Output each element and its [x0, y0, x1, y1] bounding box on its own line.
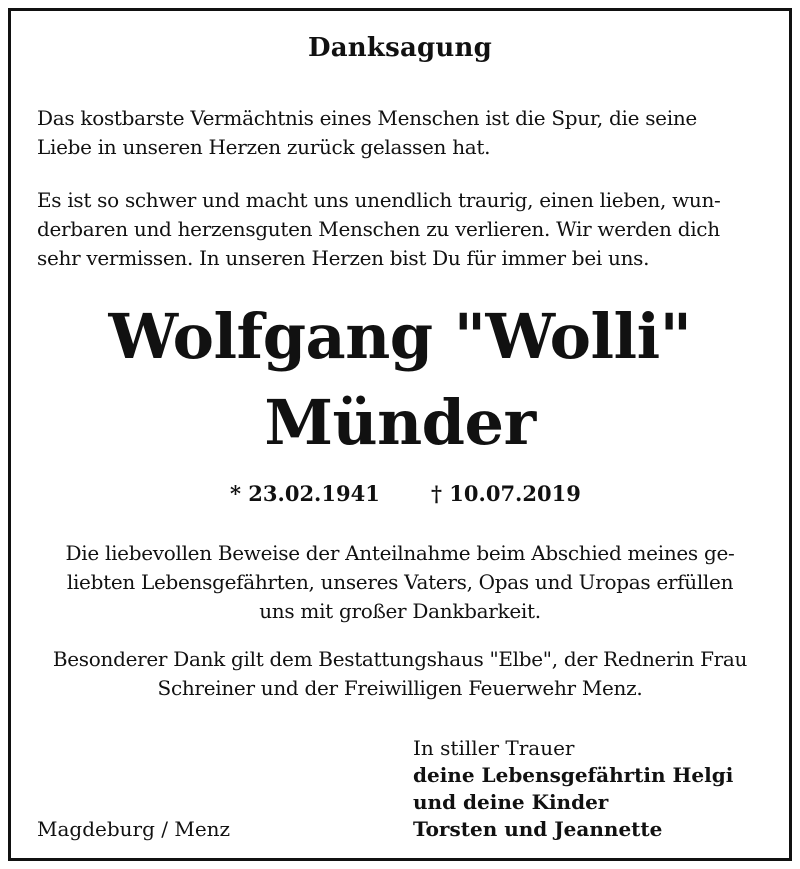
signature-line: Torsten und Jeannette: [413, 817, 663, 841]
place-line: Magdeburg / Menz: [37, 817, 231, 841]
text-line: Es ist so schwer und macht uns unendlich traurig, einen lieben, wun-: [37, 188, 721, 212]
birth-date: * 23.02.1941: [230, 481, 380, 506]
text-line: Liebe in unseren Herzen zurück gelassen hat.: [37, 135, 491, 159]
deceased-name-line2: Münder: [264, 386, 536, 459]
life-dates: [11, 481, 789, 511]
text-line: Die liebevollen Beweise der Anteilnahme beim Abschied meines ge-: [65, 541, 735, 565]
sorrow-paragraph: [37, 186, 769, 273]
deceased-name-line1: Wolfgang "Wolli": [108, 300, 692, 373]
thanks-paragraph: [25, 539, 775, 626]
text-line: Das kostbarste Vermächtnis eines Menschen ist die Spur, die seine: [37, 106, 697, 130]
mourners-signature: [413, 735, 733, 843]
text-line: Schreiner und der Freiwilligen Feuerwehr Menz.: [157, 676, 643, 700]
obituary-notice: [8, 8, 792, 861]
death-date: † 10.07.2019: [431, 481, 581, 506]
notice-heading: Danksagung: [308, 33, 492, 63]
text-line: sehr vermissen. In unseren Herzen bist Du für immer bei uns.: [37, 246, 650, 270]
signature-intro: In stiller Trauer: [413, 736, 575, 760]
signature-line: und deine Kinder: [413, 790, 609, 814]
text-line: uns mit großer Dankbarkeit.: [259, 599, 541, 623]
special-thanks-paragraph: [25, 645, 775, 703]
text-line: Besonderer Dank gilt dem Bestattungshaus "Elbe", der Rednerin Frau: [52, 647, 748, 671]
intro-paragraph: [37, 104, 769, 162]
text-line: derbaren und herzensguten Menschen zu verlieren. Wir werden dich: [37, 217, 720, 241]
signature-line: deine Lebensgefährtin Helgi: [413, 763, 734, 787]
text-line: liebten Lebensgefährten, unseres Vaters, Opas und Uropas erfüllen: [66, 570, 734, 594]
